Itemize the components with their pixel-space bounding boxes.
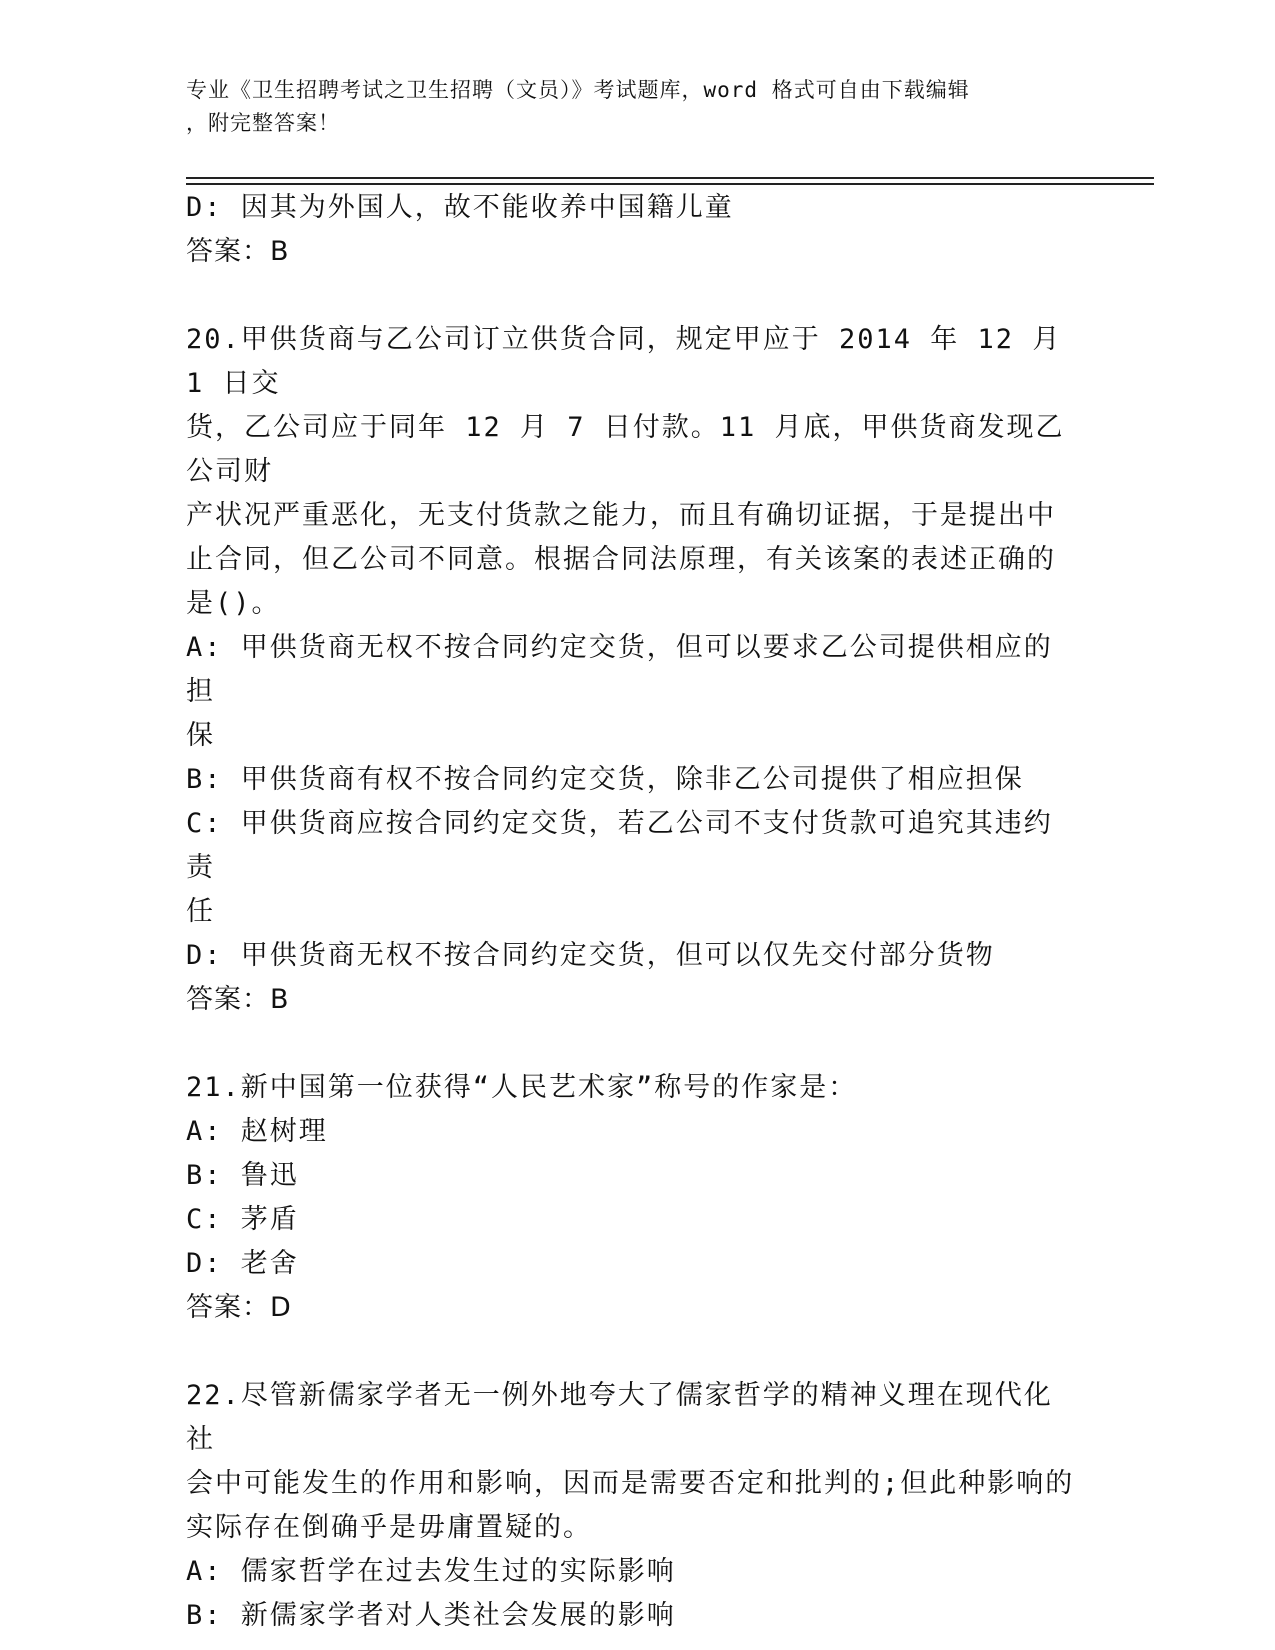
option-d: D: 老舍 — [186, 1248, 299, 1279]
question-stem-line: 产状况严重恶化，无支付货款之能力，而且有确切证据，于是提出中 — [186, 500, 1056, 531]
option-c: C: 茅盾 — [186, 1204, 299, 1235]
question-stem-line: 止合同，但乙公司不同意。根据合同法原理，有关该案的表述正确的 — [186, 544, 1056, 575]
header-title-line-1: 专业《卫生招聘考试之卫生招聘（文员）》考试题库，word 格式可自由下载编辑 — [186, 78, 970, 102]
spacer — [186, 1330, 1076, 1374]
option-d: D: 因其为外国人，故不能收养中国籍儿童 — [186, 192, 734, 223]
page-header — [186, 74, 1066, 140]
option-b: B: 新儒家学者对人类社会发展的影响 — [186, 1600, 676, 1631]
answer-line: 答案：B — [186, 984, 290, 1015]
option-b: B: 甲供货商有权不按合同约定交货，除非乙公司提供了相应担保 — [186, 764, 1024, 795]
question-21 — [186, 1066, 1076, 1330]
question-stem-line: 22.尽管新儒家学者无一例外地夸大了儒家哲学的精神义理在现代化社 — [186, 1380, 1053, 1455]
question-stem-line: 会中可能发生的作用和影响，因而是需要否定和批判的;但此种影响的 — [186, 1468, 1075, 1499]
question-19-tail — [186, 186, 1076, 274]
question-22 — [186, 1374, 1076, 1638]
option-a: A: 儒家哲学在过去发生过的实际影响 — [186, 1556, 676, 1587]
question-stem-line: 是()。 — [186, 588, 281, 619]
option-c: C: 甲供货商应按合同约定交货，若乙公司不支付货款可追究其违约责 — [186, 808, 1053, 883]
header-divider-top — [186, 177, 1154, 179]
answer-line: 答案：B — [186, 236, 290, 267]
header-title-line-2: ，附完整答案！ — [186, 111, 340, 135]
header-divider-bottom — [186, 183, 1154, 185]
spacer — [186, 274, 1076, 318]
option-c-continued: 任 — [186, 896, 215, 927]
option-b: B: 鲁迅 — [186, 1160, 299, 1191]
answer-line: 答案：D — [186, 1292, 292, 1323]
option-a: A: 甲供货商无权不按合同约定交货，但可以要求乙公司提供相应的担 — [186, 632, 1053, 707]
question-stem-line: 实际存在倒确乎是毋庸置疑的。 — [186, 1512, 592, 1543]
question-stem-line: 货，乙公司应于同年 12 月 7 日付款。11 月底，甲供货商发现乙公司财 — [186, 412, 1065, 487]
option-a: A: 赵树理 — [186, 1116, 328, 1147]
question-stem-line: 20.甲供货商与乙公司订立供货合同，规定甲应于 2014 年 12 月 1 日交 — [186, 324, 1080, 399]
spacer — [186, 1022, 1076, 1066]
option-d: D: 甲供货商无权不按合同约定交货，但可以仅先交付部分货物 — [186, 940, 995, 971]
option-a-continued: 保 — [186, 720, 215, 751]
question-20 — [186, 318, 1080, 1022]
question-stem-line: 21.新中国第一位获得“人民艺术家”称号的作家是： — [186, 1072, 858, 1103]
document-body — [186, 186, 1080, 1638]
